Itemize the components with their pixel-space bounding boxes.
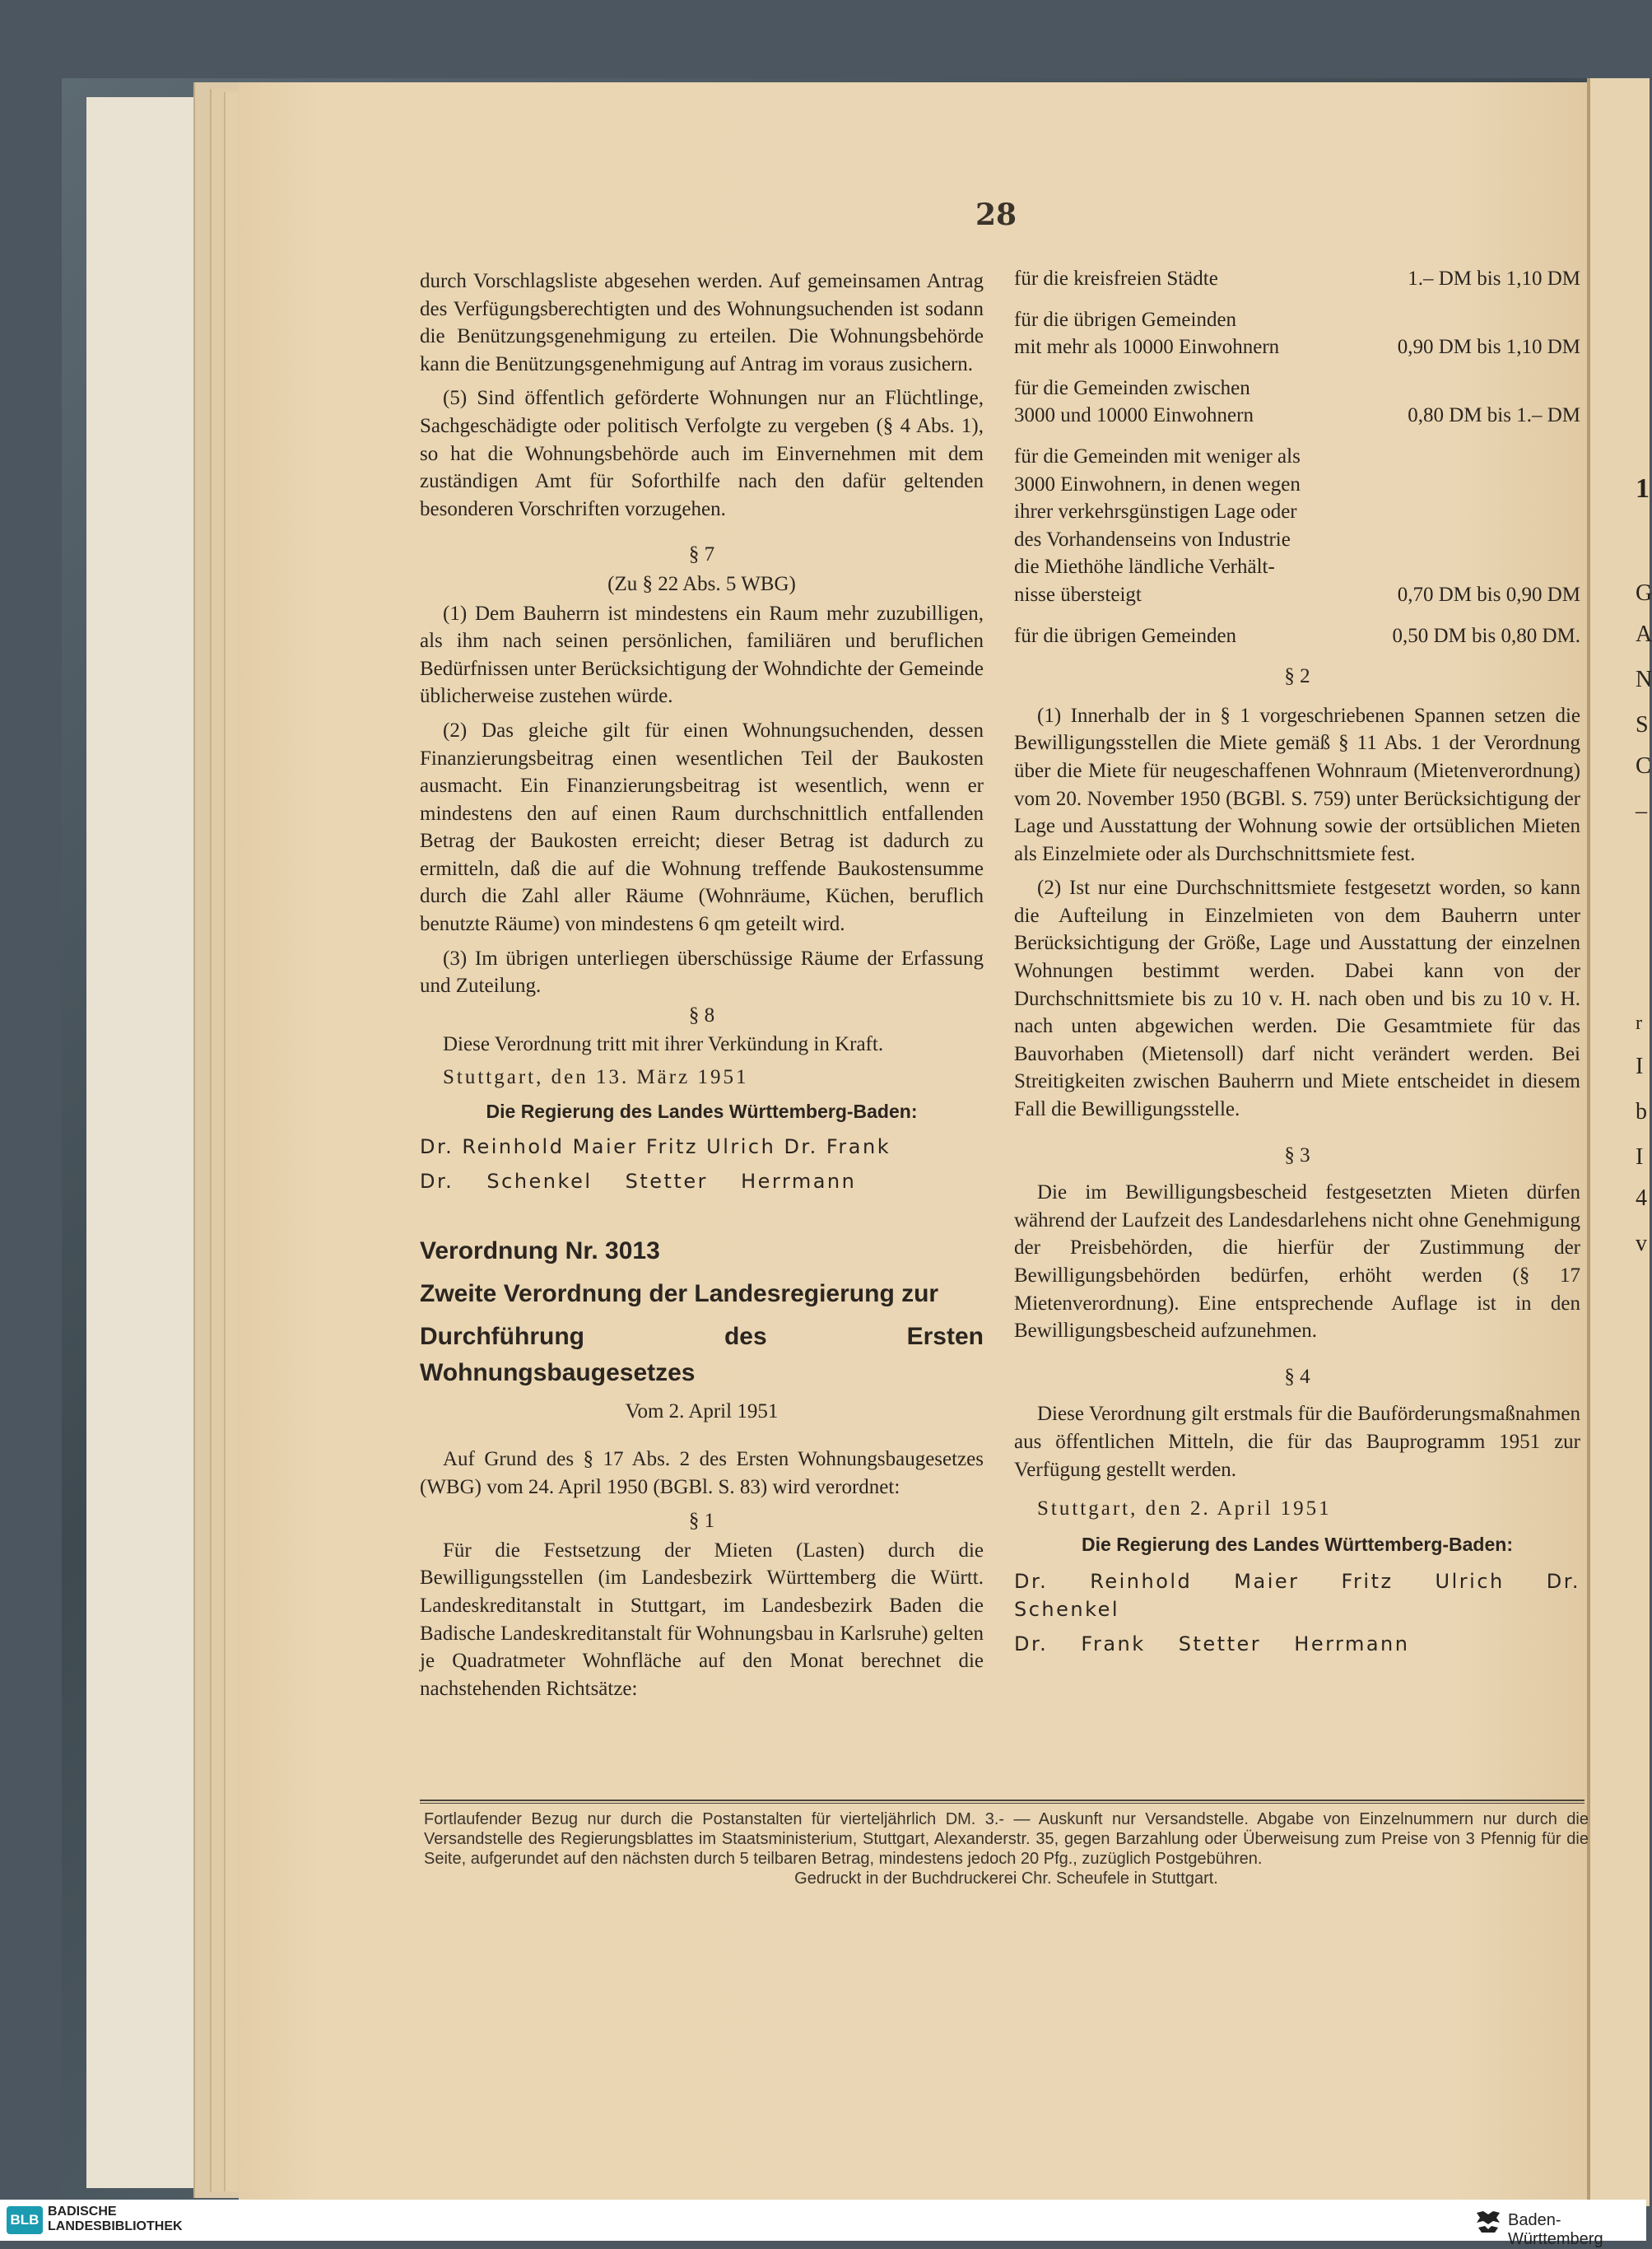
rate-label: für die übrigen Gemeinden [1014, 624, 1237, 647]
paragraph: Für die Festsetzung der Mieten (Lasten) durch die Bewilligungsstellen (im Landesbezirk Württemberg die Württ. Landeskreditanstalt in Stuttgart, im Landesbezirk Baden die Badische Landeskreditanstalt für Wohnungsbau in Karlsruhe) gelten je Quadratmeter Wohnfläche auf den Monat berechnet die nachstehenden Richtsätze: [420, 1539, 984, 1700]
page-number: 28 [975, 198, 1017, 232]
next-page-fragment: I [1636, 1054, 1644, 1079]
next-page-fragment: C [1636, 753, 1651, 779]
paragraph: (1) Dem Bauherrn ist mindestens ein Raum mehr zuzubilligen, als ihm nach seinen persönlichen, familiären und beruflichen Bedürfnissen unter Berücksichtigung der Wohndichte der Gemeinde üblicherweise zustehen würde. [420, 602, 984, 708]
footer [424, 1809, 1589, 1888]
signatory-names: Dr. Reinhold Maier Fritz Ulrich Dr. Frank [420, 1135, 891, 1159]
section-subheading: (Zu § 22 Abs. 5 WBG) [607, 572, 796, 595]
paragraph: durch Vorschlagsliste abgesehen werden. Auf gemeinsamen Antrag des Verfügungsberechtigten und des Wohnungsuchenden ist sodann die Benützungsgenehmigung zu erteilen. Die Wohnungsbehörde kann die Benützungsgenehmigung auf Antrag im voraus zusichern. [420, 270, 984, 375]
section-heading: § 3 [1284, 1143, 1310, 1166]
printer-line: Gedruckt in der Buchdruckerei Chr. Scheufele in Stuttgart. [794, 1870, 1218, 1888]
rate-label: für die Gemeinden zwischen 3000 und 10000 Einwohnern [1014, 376, 1254, 427]
next-page-fragment: A [1636, 622, 1652, 647]
section-heading: § 4 [1284, 1365, 1310, 1388]
rate-row [1014, 443, 1580, 609]
paragraph: (1) Innerhalb der in § 1 vorgeschriebenen Spannen setzen die Bewilligungsstellen die Miete gemäß § 11 Abs. 1 der Verordnung über die Miete für neugeschaffenen Wohnraum (Mietenverordnung) vom 20. November 1950 (BGBl. S. 759) unter Berücksichtigung der Lage und Ausstattung der Wohnung sowie der ortsüblichen Mieten als Einzelmiete oder als Durchschnittsmiete fest. [1014, 704, 1580, 865]
rate-row [1014, 375, 1580, 430]
paragraph: Diese Verordnung gilt erstmals für die Bauförderungsmaßnahmen aus öffentlichen Mitteln, die für das Bauprogramm 1951 zur Verfügung gestellt werden. [1014, 1403, 1580, 1481]
next-page-fragment: I [1636, 1144, 1644, 1170]
library-name-line: BADISCHE [48, 2205, 117, 2219]
next-page-edge [1587, 78, 1650, 2206]
date-line: Stuttgart, den 13. März 1951 [443, 1066, 749, 1089]
next-page-fragment: G [1636, 580, 1652, 606]
rate-table [1014, 265, 1580, 650]
rate-value: 0,90 DM bis 1,10 DM [1397, 336, 1580, 359]
next-page-fragment: – [1636, 799, 1647, 824]
ordinance-number: Verordnung Nr. 3013 [420, 1237, 660, 1265]
rate-row [1014, 622, 1580, 650]
paragraph: Diese Verordnung tritt mit ihrer Verkündung in Kraft. [443, 1033, 884, 1056]
left-column [420, 268, 984, 1709]
rate-value: 0,70 DM bis 0,90 DM [1397, 583, 1580, 606]
footer-rule [420, 1800, 1585, 1801]
rate-label: für die kreisfreien Städte [1014, 268, 1218, 290]
next-page-fragment: N [1636, 667, 1652, 692]
section-heading: § 8 [688, 1003, 715, 1027]
rate-row [1014, 265, 1580, 293]
signatory-names: Dr. Reinhold Maier Fritz Ulrich Dr. Schenkel [1014, 1570, 1580, 1621]
ordinance-title: Zweite Verordnung der Landesregierung zur [420, 1280, 939, 1308]
section-heading: § 2 [1284, 665, 1310, 688]
paragraph: (2) Ist nur eine Durchschnittsmiete festgesetzt worden, so kann die Aufteilung in Einzelmieten von dem Bauherrn unter Berücksichtigung der Größe, Lage und Ausstattung der einzelnen Wohnungen bestimmt werden. Dabei kann von der Durchschnittsmiete bis zu 10 v. H. nach oben und bis zu 10 v. H. nach unten abgewichen werden. Die Gesamtmiete für das Bauvorhaben (Mietensoll) darf nicht verändert werden. Bei Streitigkeiten zwischen Bauherrn und Miete entscheidet in diesem Fall die Bewilligungsstelle. [1014, 877, 1580, 1121]
paragraph: Auf Grund des § 17 Abs. 2 des Ersten Wohnungsbaugesetzes (WBG) vom 24. April 1950 (BGBl. S. 83) wird verordnet: [420, 1448, 984, 1498]
library-name [48, 2205, 183, 2234]
coat-of-arms-icon [1473, 2206, 1503, 2236]
viewer-bottom-bar [0, 2200, 1646, 2241]
date-line: Stuttgart, den 2. April 1951 [1037, 1497, 1332, 1520]
blb-logo-icon[interactable]: BLB [7, 2206, 43, 2234]
section-heading: § 7 [688, 543, 715, 566]
library-name-line: LANDESBIBLIOTHEK [48, 2219, 183, 2233]
paragraph: (3) Im übrigen unterliegen überschüssige Räume der Erfassung und Zuteilung. [420, 947, 984, 998]
ordinance-title: Durchführung des Ersten Wohnungsbaugesetzes [420, 1323, 984, 1387]
section-heading: § 1 [688, 1510, 715, 1533]
rate-value: 0,50 DM bis 0,80 DM. [1392, 624, 1580, 647]
footer-rule [420, 1803, 1585, 1804]
paragraph: (2) Das gleiche gilt für einen Wohnungsuchenden, dessen Finanzierungsbeitrag einen wesentlichen Teil der Baukosten ausmacht. Ein Finanzierungsbeitrag ist wesentlich, wenn er mindestens den auf einen Raum durchschnittlich entfallenden Betrag der Baukosten erreicht; dieser Betrag ist dadurch zu ermitteln, daß die auf die Wohnung treffende Baukostensumme durch die Zahl aller Räume (Wohnräume, Küchen, beruflich benutzte Räume) von mindestens 6 qm geteilt wird. [420, 719, 984, 936]
rate-row [1014, 306, 1580, 361]
next-page-fragment: S [1636, 712, 1649, 738]
rate-value: 0,80 DM bis 1.– DM [1408, 404, 1580, 427]
signatory-heading: Die Regierung des Landes Württemberg-Baden: [1082, 1533, 1513, 1555]
state-brand-text[interactable]: Baden-Württemberg [1508, 2211, 1603, 2248]
ordinance-date: Vom 2. April 1951 [625, 1400, 779, 1423]
next-page-fragment: b [1636, 1099, 1647, 1124]
next-page-fragment: v [1636, 1231, 1647, 1256]
paragraph: Die im Bewilligungsbescheid festgesetzten Mieten dürfen während der Laufzeit des Landesdarlehens nicht ohne Genehmigung der Preisbehörden, die hierfür der Zustimmung der Bewilligungsbehörden bedürfen, erhöht werden (§ 17 Mietenverordnung). Eine entsprechende Auflage ist in den Bewilligungsbescheid aufzunehmen. [1014, 1181, 1580, 1343]
next-page-fragment: 4 [1636, 1185, 1647, 1211]
footer-text: Fortlaufender Bezug nur durch die Postanstalten für vierteljährlich DM. 3.- — Auskunft nur Versandstelle. Abgabe von Einzelnummern nur durch die Versandstelle des Regierungsblattes im Staatsministerium, Stuttgart, Alexanderstr. 35, gegen Barzahlung oder Überweisung zum Preise von 3 Pfennig für die Seite, aufgerundet auf den nächsten durch 5 teilbaren Betrag, mindestens jedoch 20 Pfg., zuzüglich Postgebühren. [424, 1810, 1589, 1868]
rate-label: für die übrigen Gemeinden mit mehr als 10000 Einwohnern [1014, 308, 1280, 359]
signatory-heading: Die Regierung des Landes Württemberg-Baden: [486, 1100, 918, 1122]
right-column [1014, 265, 1580, 1665]
rate-label: für die Gemeinden mit weniger als 3000 Einwohnern, in denen wegen ihrer verkehrsgünstigen Lage oder des Vorhandenseins von Industrie die Miethöhe ländliche Verhält- nisse übersteigt [1014, 445, 1301, 606]
paragraph: (5) Sind öffentlich geförderte Wohnungen nur an Flüchtlinge, Sachgeschädigte oder politisch Verfolgte zu vergeben (§ 4 Abs. 1), so hat die Wohnungsbehörde auch im Einvernehmen mit dem zuständigen Amt für Soforthilfe nach den dafür geltenden besonderen Vorschriften vorzugehen. [420, 387, 984, 520]
rate-value: 1.– DM bis 1,10 DM [1408, 268, 1580, 290]
next-page-fragment: 1 [1636, 473, 1650, 504]
signatory-names: Dr. Frank Stetter Herrmann [1014, 1632, 1410, 1655]
signatory-names: Dr. Schenkel Stetter Herrmann [420, 1169, 857, 1193]
next-page-fragment: r [1636, 1013, 1642, 1034]
